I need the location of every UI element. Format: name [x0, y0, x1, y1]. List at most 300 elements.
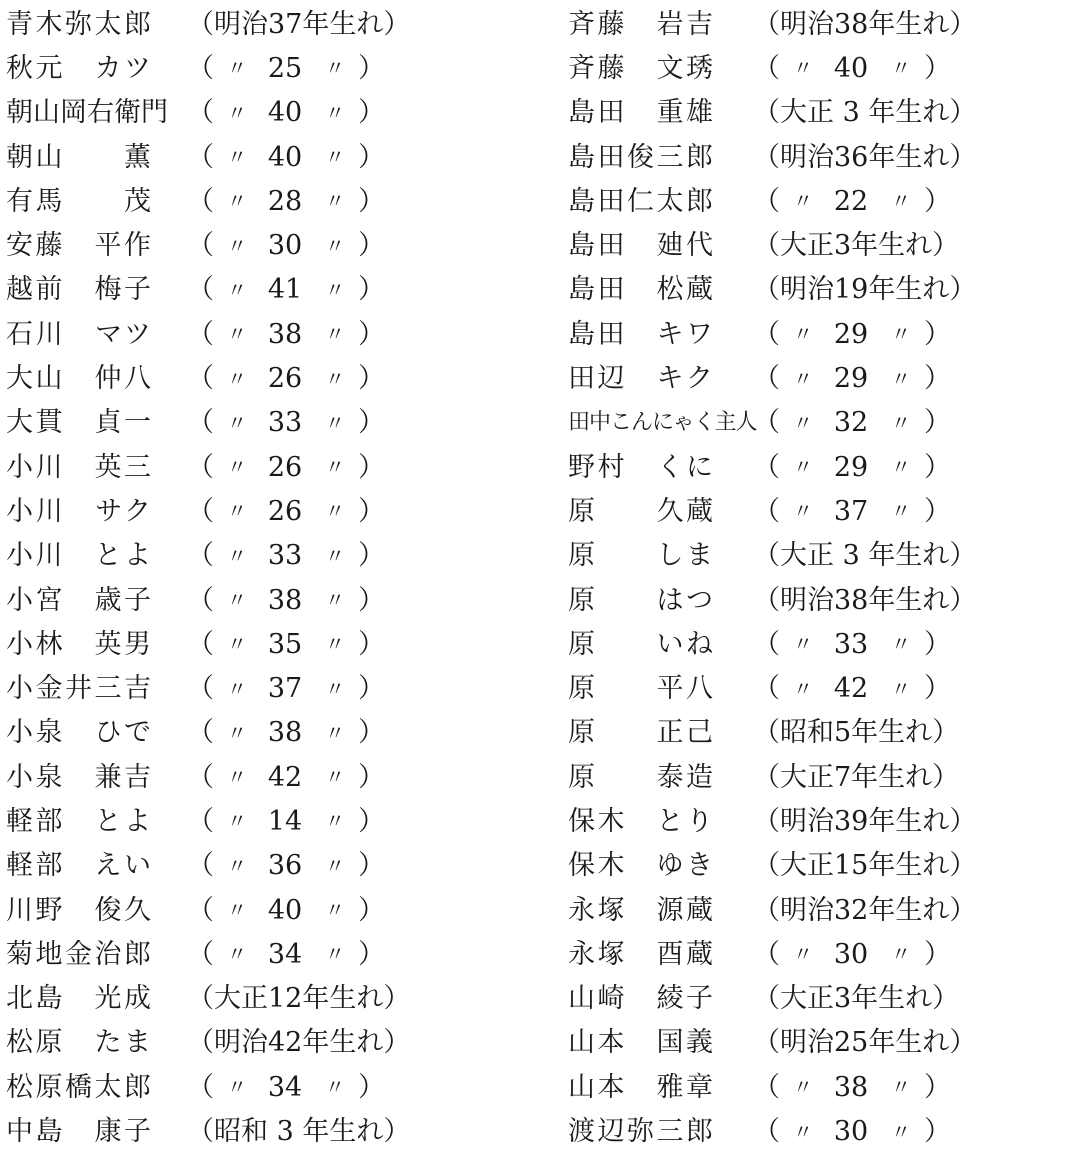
birth-year: （大正 3 年生れ） [753, 97, 977, 129]
open-paren: （ [187, 318, 214, 350]
list-item [568, 135, 977, 179]
list-item [568, 268, 977, 312]
birth-year-ditto [187, 850, 385, 882]
open-paren: （ [187, 628, 214, 660]
birth-year-ditto [187, 185, 385, 217]
person-name: 安藤 平作 [6, 230, 151, 262]
birth-year: （大正15年生れ） [753, 850, 977, 882]
year-number: 34 [267, 938, 303, 970]
person-name: 野村 くに [568, 451, 713, 483]
birth-year: （明治38年生れ） [753, 584, 977, 616]
person-name: 軽部 えい [6, 850, 151, 882]
ditto-mark: 〃 [793, 942, 813, 967]
list-item [568, 445, 968, 489]
list-item [6, 223, 406, 267]
list-item [6, 711, 406, 755]
close-paren: ） [358, 495, 385, 527]
person-name: 原 久蔵 [568, 495, 713, 527]
list-item [6, 91, 406, 135]
list-item [6, 489, 406, 533]
list-item [6, 622, 406, 666]
birth-year-ditto [187, 717, 385, 749]
ditto-mark: 〃 [227, 189, 247, 214]
year-number: 37 [833, 495, 869, 527]
year-number: 38 [833, 1071, 869, 1103]
person-name: 小泉 兼吉 [6, 761, 151, 793]
list-item [6, 179, 406, 223]
birth-year-ditto [753, 185, 951, 217]
person-name: 斉藤 文琇 [568, 52, 713, 84]
person-name: 北島 光成 [6, 983, 151, 1015]
ditto-mark: 〃 [891, 1075, 911, 1100]
open-paren: （ [187, 673, 214, 705]
ditto-mark: 〃 [325, 56, 345, 81]
person-name: 島田 キワ [568, 318, 713, 350]
open-paren: （ [187, 938, 214, 970]
ditto-mark: 〃 [325, 366, 345, 391]
list-item [6, 1109, 411, 1153]
list-item [6, 2, 411, 46]
birth-year: （大正3年生れ） [753, 230, 960, 262]
ditto-mark: 〃 [325, 632, 345, 657]
birth-year-ditto [753, 938, 951, 970]
birth-year: （大正 3 年生れ） [753, 540, 977, 572]
birth-year-ditto [187, 894, 385, 926]
person-name: 小宮 歳子 [6, 584, 151, 616]
ditto-mark: 〃 [325, 765, 345, 790]
close-paren: ） [358, 52, 385, 84]
year-number: 35 [267, 628, 303, 660]
close-paren: ） [358, 673, 385, 705]
year-number: 25 [267, 52, 303, 84]
open-paren: （ [187, 584, 214, 616]
list-item [6, 534, 406, 578]
year-number: 29 [833, 451, 869, 483]
person-name: 原 しま [568, 540, 713, 572]
close-paren: ） [358, 274, 385, 306]
year-number: 42 [267, 761, 303, 793]
list-item [6, 932, 406, 976]
year-number: 33 [267, 540, 303, 572]
list-item [6, 135, 406, 179]
person-name: 越前 梅子 [6, 274, 151, 306]
list-item [568, 2, 977, 46]
birth-year-ditto [187, 761, 385, 793]
close-paren: ） [358, 141, 385, 173]
person-name: 島田 廸代 [568, 230, 713, 262]
ditto-mark: 〃 [325, 145, 345, 170]
year-number: 40 [267, 97, 303, 129]
birth-year: （明治37年生れ） [187, 8, 411, 40]
person-name: 山本 雅章 [568, 1071, 713, 1103]
left-column [6, 2, 411, 1154]
list-item [568, 534, 977, 578]
open-paren: （ [753, 407, 780, 439]
ditto-mark: 〃 [325, 898, 345, 923]
person-name: 小泉 ひで [6, 717, 151, 749]
year-number: 36 [267, 850, 303, 882]
ditto-mark: 〃 [793, 322, 813, 347]
ditto-mark: 〃 [793, 499, 813, 524]
year-number: 38 [267, 318, 303, 350]
list-item [568, 932, 968, 976]
ditto-mark: 〃 [325, 809, 345, 834]
list-item [568, 1065, 968, 1109]
birth-year-ditto [187, 805, 385, 837]
year-number: 29 [833, 318, 869, 350]
ditto-mark: 〃 [891, 499, 911, 524]
open-paren: （ [187, 894, 214, 926]
ditto-mark: 〃 [891, 632, 911, 657]
open-paren: （ [753, 938, 780, 970]
open-paren: （ [187, 97, 214, 129]
birth-year: （大正12年生れ） [187, 983, 411, 1015]
birth-year-ditto [187, 274, 385, 306]
list-item [6, 799, 406, 843]
ditto-mark: 〃 [793, 632, 813, 657]
close-paren: ） [924, 185, 951, 217]
ditto-mark: 〃 [325, 853, 345, 878]
birth-year: （明治36年生れ） [753, 141, 977, 173]
ditto-mark: 〃 [891, 56, 911, 81]
person-name: 保木 とり [568, 805, 713, 837]
year-number: 29 [833, 363, 869, 395]
list-item [6, 977, 411, 1021]
open-paren: （ [753, 363, 780, 395]
birth-year: （明治42年生れ） [187, 1027, 411, 1059]
open-paren: （ [187, 185, 214, 217]
ditto-mark: 〃 [227, 410, 247, 435]
ditto-mark: 〃 [227, 543, 247, 568]
close-paren: ） [924, 628, 951, 660]
close-paren: ） [358, 230, 385, 262]
ditto-mark: 〃 [793, 676, 813, 701]
person-name: 軽部 とよ [6, 805, 151, 837]
close-paren: ） [358, 540, 385, 572]
birth-year: （明治19年生れ） [753, 274, 977, 306]
ditto-mark: 〃 [891, 189, 911, 214]
list-item [568, 844, 977, 888]
list-item [6, 666, 406, 710]
list-item [568, 223, 968, 267]
person-name: 石川 マツ [6, 318, 151, 350]
person-name: 原 平八 [568, 673, 713, 705]
ditto-mark: 〃 [325, 1075, 345, 1100]
ditto-mark: 〃 [793, 1075, 813, 1100]
open-paren: （ [187, 230, 214, 262]
open-paren: （ [187, 407, 214, 439]
birth-year-ditto [187, 495, 385, 527]
birth-year: （明治38年生れ） [753, 8, 977, 40]
ditto-mark: 〃 [227, 720, 247, 745]
open-paren: （ [187, 805, 214, 837]
close-paren: ） [358, 761, 385, 793]
person-name: 秋元 カツ [6, 52, 151, 84]
person-name: 島田 重雄 [568, 97, 713, 129]
close-paren: ） [358, 318, 385, 350]
year-number: 42 [833, 673, 869, 705]
ditto-mark: 〃 [325, 410, 345, 435]
year-number: 40 [267, 894, 303, 926]
list-item [568, 888, 977, 932]
birth-year-ditto [187, 938, 385, 970]
person-name: 朝山岡右衛門 [6, 97, 168, 129]
year-number: 40 [833, 52, 869, 84]
list-item [568, 489, 968, 533]
person-name: 有馬 茂 [6, 185, 151, 217]
year-number: 34 [267, 1071, 303, 1103]
open-paren: （ [187, 363, 214, 395]
open-paren: （ [753, 185, 780, 217]
person-name: 大貫 貞一 [6, 407, 151, 439]
year-number: 33 [267, 407, 303, 439]
year-number: 22 [833, 185, 869, 217]
person-name: 山本 国義 [568, 1027, 713, 1059]
ditto-mark: 〃 [325, 277, 345, 302]
ditto-mark: 〃 [227, 145, 247, 170]
year-number: 30 [833, 1116, 869, 1148]
list-item [6, 578, 406, 622]
year-number: 38 [267, 584, 303, 616]
person-name: 原 はつ [568, 584, 713, 616]
list-item [568, 578, 977, 622]
open-paren: （ [187, 495, 214, 527]
ditto-mark: 〃 [227, 942, 247, 967]
year-number: 40 [267, 141, 303, 173]
close-paren: ） [358, 451, 385, 483]
open-paren: （ [187, 717, 214, 749]
list-item [568, 666, 968, 710]
open-paren: （ [187, 274, 214, 306]
birth-year: （大正3年生れ） [753, 983, 960, 1015]
close-paren: ） [924, 52, 951, 84]
ditto-mark: 〃 [227, 455, 247, 480]
person-name: 大山 仲八 [6, 363, 151, 395]
person-name: 島田 松蔵 [568, 274, 713, 306]
birth-year-ditto [187, 52, 385, 84]
person-name: 川野 俊久 [6, 894, 151, 926]
ditto-mark: 〃 [325, 942, 345, 967]
person-name: 斉藤 岩吉 [568, 8, 713, 40]
right-column [568, 2, 977, 1154]
open-paren: （ [187, 451, 214, 483]
birth-year: （昭和5年生れ） [753, 717, 960, 749]
ditto-mark: 〃 [325, 676, 345, 701]
list-item [6, 312, 406, 356]
open-paren: （ [753, 1116, 780, 1148]
ditto-mark: 〃 [891, 1119, 911, 1144]
ditto-mark: 〃 [793, 56, 813, 81]
list-item [568, 1021, 977, 1065]
open-paren: （ [187, 141, 214, 173]
birth-year-ditto [187, 451, 385, 483]
close-paren: ） [924, 495, 951, 527]
open-paren: （ [753, 495, 780, 527]
ditto-mark: 〃 [227, 898, 247, 923]
list-item [568, 46, 968, 90]
ditto-mark: 〃 [227, 233, 247, 258]
birth-year-ditto [753, 673, 951, 705]
ditto-mark: 〃 [227, 366, 247, 391]
birth-year: （大正7年生れ） [753, 761, 960, 793]
person-name: 田辺 キク [568, 363, 713, 395]
birth-year-ditto [187, 1071, 385, 1103]
close-paren: ） [358, 850, 385, 882]
close-paren: ） [358, 938, 385, 970]
ditto-mark: 〃 [891, 455, 911, 480]
year-number: 33 [833, 628, 869, 660]
close-paren: ） [358, 584, 385, 616]
year-number: 14 [267, 805, 303, 837]
ditto-mark: 〃 [325, 100, 345, 125]
ditto-mark: 〃 [227, 809, 247, 834]
birth-year-ditto [187, 363, 385, 395]
birth-year-ditto [753, 407, 951, 439]
ditto-mark: 〃 [227, 277, 247, 302]
close-paren: ） [924, 938, 951, 970]
ditto-mark: 〃 [891, 366, 911, 391]
open-paren: （ [187, 1071, 214, 1103]
person-name: 朝山 薫 [6, 141, 151, 173]
year-number: 38 [267, 717, 303, 749]
birth-year-ditto [753, 495, 951, 527]
open-paren: （ [187, 52, 214, 84]
year-number: 28 [267, 185, 303, 217]
ditto-mark: 〃 [891, 322, 911, 347]
ditto-mark: 〃 [325, 233, 345, 258]
list-item [6, 356, 406, 400]
close-paren: ） [358, 97, 385, 129]
close-paren: ） [358, 363, 385, 395]
ditto-mark: 〃 [891, 676, 911, 701]
ditto-mark: 〃 [325, 499, 345, 524]
list-item [568, 1109, 968, 1153]
year-number: 41 [267, 274, 303, 306]
person-name: 島田仁太郎 [568, 185, 713, 217]
list-item [6, 46, 406, 90]
birth-year-ditto [187, 230, 385, 262]
person-name: 小川 英三 [6, 451, 151, 483]
close-paren: ） [358, 717, 385, 749]
list-item [6, 401, 406, 445]
close-paren: ） [924, 451, 951, 483]
ditto-mark: 〃 [227, 1075, 247, 1100]
list-item [568, 755, 968, 799]
birth-year-ditto [187, 584, 385, 616]
ditto-mark: 〃 [227, 499, 247, 524]
ditto-mark: 〃 [227, 56, 247, 81]
year-number: 26 [267, 363, 303, 395]
open-paren: （ [753, 52, 780, 84]
close-paren: ） [924, 673, 951, 705]
ditto-mark: 〃 [227, 676, 247, 701]
list-item [568, 622, 968, 666]
person-name: 小川 とよ [6, 540, 151, 572]
ditto-mark: 〃 [891, 410, 911, 435]
year-number: 26 [267, 451, 303, 483]
person-name: 原 いね [568, 628, 713, 660]
ditto-mark: 〃 [793, 455, 813, 480]
ditto-mark: 〃 [325, 588, 345, 612]
close-paren: ） [358, 185, 385, 217]
birth-year-ditto [753, 451, 951, 483]
birth-year-ditto [187, 673, 385, 705]
person-name: 永塚 酉蔵 [568, 938, 713, 970]
close-paren: ） [924, 363, 951, 395]
ditto-mark: 〃 [793, 410, 813, 435]
list-item [568, 799, 977, 843]
list-item [568, 312, 968, 356]
birth-year: （昭和 3 年生れ） [187, 1116, 411, 1148]
list-item [568, 977, 968, 1021]
open-paren: （ [187, 540, 214, 572]
close-paren: ） [358, 805, 385, 837]
birth-year-ditto [753, 628, 951, 660]
person-name: 小金井三吉 [6, 673, 151, 705]
birth-year-ditto [187, 318, 385, 350]
birth-year-ditto [187, 141, 385, 173]
close-paren: ） [358, 1071, 385, 1103]
person-name: 松原 たま [6, 1027, 151, 1059]
open-paren: （ [753, 318, 780, 350]
close-paren: ） [924, 1071, 951, 1103]
ditto-mark: 〃 [891, 942, 911, 967]
person-name: 原 泰造 [568, 761, 713, 793]
list-item [6, 1065, 406, 1109]
person-name: 渡辺弥三郎 [568, 1116, 713, 1148]
ditto-mark: 〃 [325, 720, 345, 745]
ditto-mark: 〃 [227, 322, 247, 347]
close-paren: ） [358, 628, 385, 660]
ditto-mark: 〃 [227, 632, 247, 657]
birth-year-ditto [753, 363, 951, 395]
birth-year-ditto [187, 628, 385, 660]
birth-year-ditto [753, 1071, 951, 1103]
year-number: 26 [267, 495, 303, 527]
person-name: 保木 ゆき [568, 850, 713, 882]
ditto-mark: 〃 [793, 366, 813, 391]
year-number: 30 [267, 230, 303, 262]
open-paren: （ [753, 1071, 780, 1103]
close-paren: ） [358, 894, 385, 926]
ditto-mark: 〃 [325, 455, 345, 480]
open-paren: （ [753, 451, 780, 483]
birth-year: （明治25年生れ） [753, 1027, 977, 1059]
ditto-mark: 〃 [325, 543, 345, 568]
list-item [568, 179, 968, 223]
person-name: 小川 サク [6, 495, 151, 527]
person-name: 中島 康子 [6, 1116, 151, 1148]
close-paren: ） [924, 318, 951, 350]
person-name: 青木弥太郎 [6, 8, 151, 40]
person-name: 山崎 綾子 [568, 983, 713, 1015]
birth-year: （明治39年生れ） [753, 805, 977, 837]
ditto-mark: 〃 [325, 322, 345, 347]
list-item [6, 844, 406, 888]
person-name: 原 正己 [568, 717, 713, 749]
close-paren: ） [924, 1116, 951, 1148]
list-item [6, 755, 406, 799]
person-name: 島田俊三郎 [568, 141, 713, 173]
ditto-mark: 〃 [227, 853, 247, 878]
list-item [568, 91, 977, 135]
list-item [6, 445, 406, 489]
ditto-mark: 〃 [793, 1119, 813, 1144]
close-paren: ） [358, 407, 385, 439]
ditto-mark: 〃 [227, 588, 247, 612]
birth-year-ditto [187, 407, 385, 439]
birth-year-ditto [753, 52, 951, 84]
